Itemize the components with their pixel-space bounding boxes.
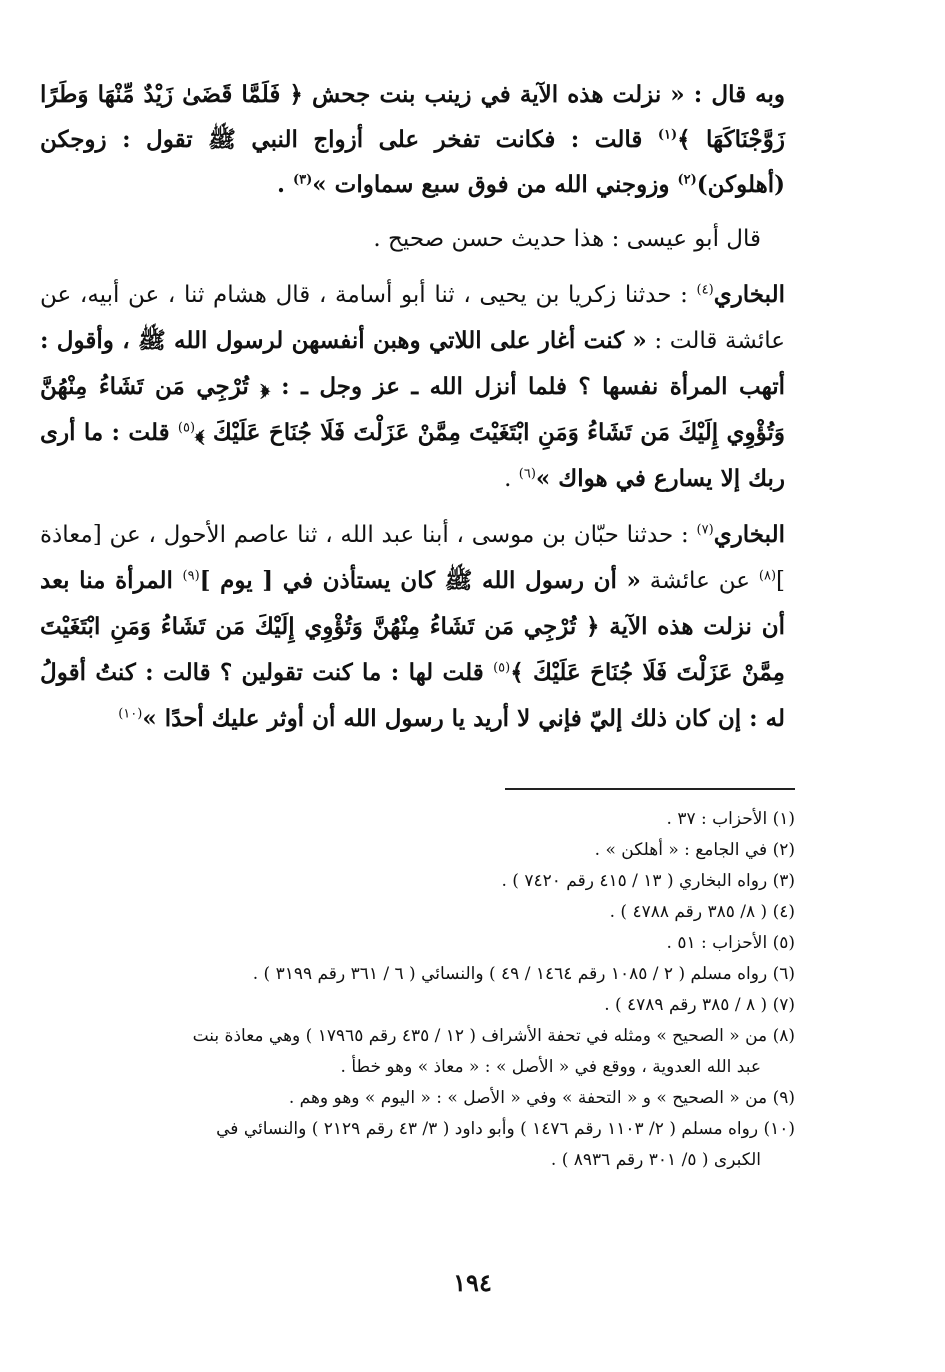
footnote-number: (٦) (772, 964, 795, 984)
footnote-item (40, 1021, 795, 1083)
footnote-number: (٩) (772, 1088, 795, 1108)
footnote-item (40, 1083, 795, 1114)
footnotes (40, 804, 795, 1176)
hadith-mid: قالت : فكانت تفخر على أزواج النبي ﷺ تقول : زوجكن (أهلوكن) (40, 126, 785, 198)
footnote-item (40, 897, 795, 928)
footnote-number: (٨) (772, 1026, 795, 1046)
footnote-number: (٣) (772, 871, 795, 891)
footnote-ref-1: (١) (657, 127, 678, 143)
footnote-text: من « الصحيح » و « التحفة » وفي « الأصل » : « اليوم » وهو وهم . (288, 1088, 768, 1108)
footnote-ref-5: (٥) (493, 660, 511, 676)
hadith-tail: وزوجني الله من فوق سبع سماوات » (312, 171, 678, 198)
paragraph-bukhari-1 (40, 272, 795, 502)
matn-text-3: قلت لها : ما كنت تقولين ؟ قالت : كنتُ أقولُ له : إن كان ذلك إليّ فإني لا أريد يا رسول الله أن أوثر عليك أحدًا » (40, 659, 785, 732)
narrator-name: البخاري (713, 281, 785, 308)
footnote-number: (٧) (772, 995, 795, 1015)
footnote-ref-6: (٦) (518, 466, 536, 482)
footnote-text: رواه مسلم ( ٢ / ١٠٨٥ رقم ١٤٦٤ / ٤٩ ) والنسائي ( ٦ / ٣٦١ رقم ٣١٩٩ ) . (252, 964, 768, 984)
footnote-text: ( ٨ / ٣٨٥ رقم ٤٧٨٩ ) . (604, 995, 768, 1015)
footnote-number: (٥) (772, 933, 795, 953)
footnote-ref-8: (٨) (758, 568, 777, 584)
footnote-number: (٢) (772, 840, 795, 860)
footnote-item (40, 1114, 795, 1176)
footnote-ref-10: (١٠) (118, 706, 143, 722)
footnote-continuation: عبد الله العدوية ، ووقع في « الأصل » : « معاذ » وهو خطأ . (340, 1057, 761, 1077)
footnote-divider (505, 788, 795, 790)
footnote-number: (١) (772, 809, 795, 829)
isnad-text: : حدثنا زكريا بن يحيى ، ثنا أبو أسامة ، قال هشام ثنا ، عن أبيه، عن عائشة قالت : (40, 282, 785, 354)
hadith-lead: وبه قال : « نزلت هذه الآية في زينب بنت جحش ﴿ فَلَمَّا قَضَىٰ زَيْدٌ مِّنْهَا وَطَرًا زَوَّجْنَاكَهَا ﴾ (40, 81, 785, 153)
footnote-item (40, 928, 795, 959)
footnote-text: رواه البخاري ( ١٣ / ٤١٥ رقم ٧٤٢٠ ) . (501, 871, 768, 891)
footnote-ref-9: (٩) (182, 568, 200, 584)
isnad-text: : حدثنا حبّان بن موسى ، أبنا عبد الله ، ثنا عاصم الأحول ، عن [معاذة ] (40, 522, 785, 594)
footnote-text: الأحزاب : ٥١ . (666, 933, 768, 953)
footnote-text: ( ٨/ ٣٨٥ رقم ٤٧٨٨ ) . (609, 902, 768, 922)
footnote-continuation: الكبرى ( ٥/ ٣٠١ رقم ٨٩٣٦ ) . (550, 1150, 761, 1170)
footnote-item (40, 866, 795, 897)
footnote-ref-7: (٧) (696, 522, 714, 538)
paragraph-end: . (504, 466, 519, 492)
footnote-text: في الجامع : « أهلكن » . (594, 840, 768, 860)
footnote-ref-2: (٢) (677, 172, 697, 188)
footnote-number: (٤) (772, 902, 795, 922)
footnote-item (40, 959, 795, 990)
footnote-text: رواه مسلم ( ٢/ ١١٠٣ رقم ١٤٧٦ ) وأبو داود ( ٣/ ٤٣ رقم ٢١٢٩ ) والنسائي في (216, 1119, 759, 1139)
paragraph-abu-isa: قال أبو عيسى : هذا حديث حسن صحيح . (373, 226, 761, 252)
paragraph-hadith-zaynab (40, 72, 795, 207)
footnote-text: الأحزاب : ٣٧ . (666, 809, 768, 829)
footnote-ref-5: (٥) (177, 420, 196, 436)
footnote-number: (١٠) (763, 1119, 795, 1139)
footnote-ref-3: (٣) (293, 172, 313, 188)
matn-text-2: المرأة منا بعد أن نزلت هذه الآية ﴿ تُرْجِي مَن تَشَاءُ مِنْهُنَّ وَتُؤْوِي إِلَيْكَ مَن تَشَاءُ وَمَنِ ابْتَغَيْتَ مِمَّنْ عَزَلْتَ فَلَا جُنَاحَ عَلَيْكَ ﴾ (40, 567, 785, 686)
hadith-end: . (276, 171, 293, 198)
narrator-name: البخاري (713, 521, 785, 548)
matn-text: « أن رسول الله ﷺ كان يستأذن في [ يوم ] (199, 567, 641, 594)
page-number: ١٩٤ (453, 1268, 492, 1297)
footnote-item (40, 990, 795, 1021)
matn-text: « كنت أغار على اللاتي وهبن أنفسهن لرسول الله ﷺ ، وأقول : أتهب المرأة نفسها ؟ فلما أنزل الله ـ عز وجل ـ : ﴿ تُرْجِي مَن تَشَاءُ مِنْهُنَّ وَتُؤْوِي إِلَيْكَ مَن تَشَاءُ وَمَنِ ابْتَغَيْتَ مِمَّنْ عَزَلْتَ فَلَا جُنَاحَ عَلَيْكَ ﴾ (40, 327, 785, 446)
matn-text-2: قلت : ما أرى ربك إلا يسارع في هواك » (40, 419, 785, 492)
footnote-text: من « الصحيح » ومثله في تحفة الأشراف ( ١٢ / ٤٣٥ رقم ١٧٩٦٥ ) وهي معاذة بنت (192, 1026, 768, 1046)
paragraph-bukhari-2 (40, 512, 795, 742)
footnote-item (40, 835, 795, 866)
isnad-text-2: عن عائشة (640, 568, 759, 594)
footnote-item (40, 804, 795, 835)
footnote-ref-4: (٤) (696, 282, 714, 298)
